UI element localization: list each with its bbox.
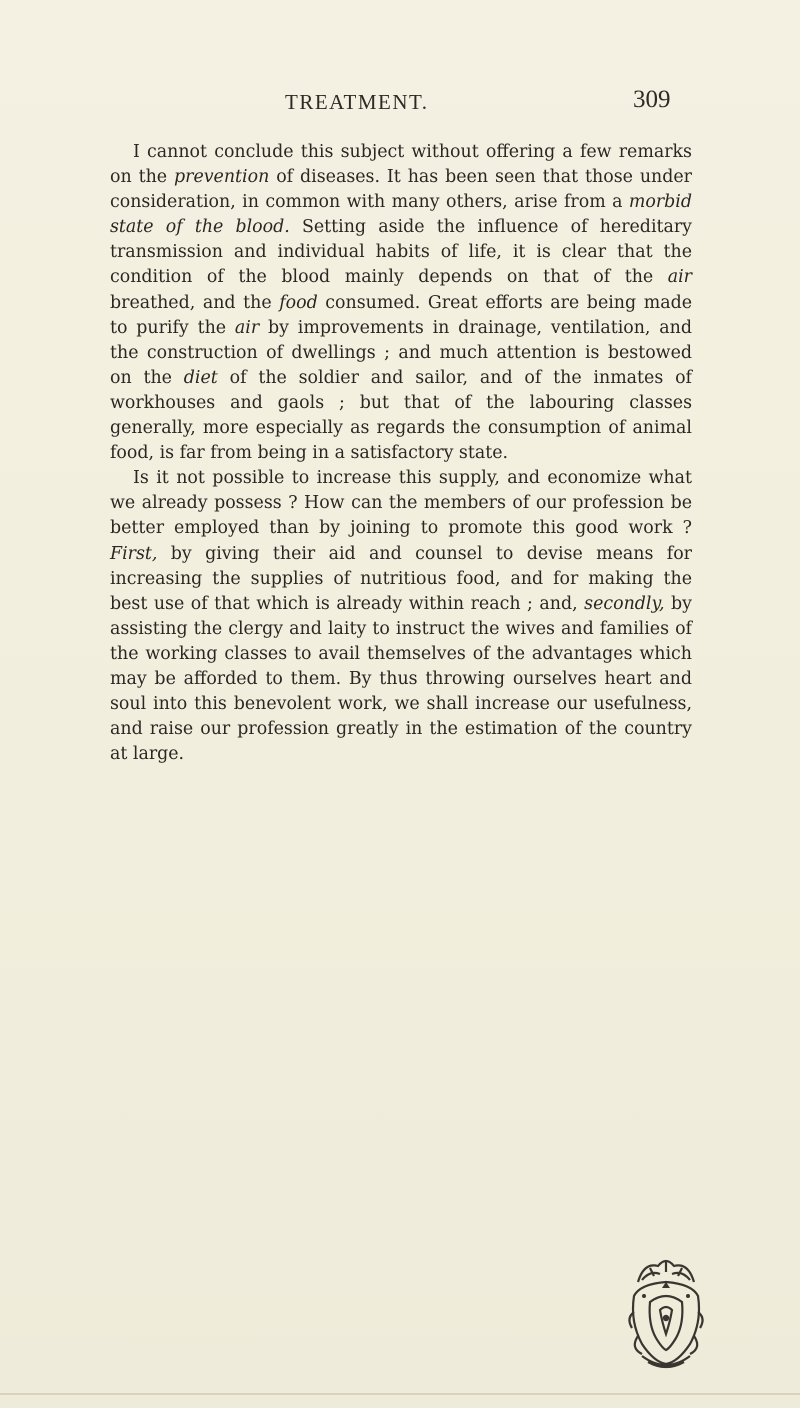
text-run: by assisting the clergy and laity to instruct the wives and families of the working classes to avail themselves of the advantages which may be afforded to them. By thus throwing ourselves heart and soul into this benevolent work, we shall increase our usefulness, and raise our profession greatly in the estimation of the country at large. — [110, 593, 692, 765]
body-text — [110, 140, 692, 767]
page-edge-rule — [0, 1393, 800, 1395]
text-run: Is it not possible to increase this supply, and economize what we already possess ? How can the members of our profession be better employed than by joining to promote this good work ? — [110, 468, 692, 539]
italic-text: air — [667, 267, 692, 288]
text-run: of diseases. It has been seen that those under consideration, in common with many others, arise from a — [110, 167, 692, 213]
text-run: I cannot conclude this subject without offering a few remarks on the — [110, 142, 692, 188]
text-run: by improvements in drainage, ventilation, and the construction of dwellings ; and much attention is bestowed on the — [110, 317, 692, 388]
italic-text: secondly, — [584, 593, 665, 614]
italic-text: air — [234, 317, 260, 338]
paragraph — [110, 140, 692, 466]
italic-text: First, — [110, 543, 158, 564]
running-title: TREATMENT. — [285, 90, 429, 114]
text-run: consumed. Great efforts are being made to purify the — [110, 292, 693, 338]
italic-text: diet — [183, 367, 218, 388]
text-run: of the soldier and sailor, and of the inmates of workhouses and gaols ; but that of the labouring classes generally, more especially as regards the consumption of animal food, is far from being in a satisfactory state. — [110, 367, 692, 464]
text-run: by giving their aid and counsel to devise means for increasing the supplies of nutritious food, and for making the best use of that which is already within reach ; and, — [110, 543, 692, 614]
page-number: 309 — [633, 86, 671, 113]
italic-text: prevention — [174, 167, 270, 188]
library-crest-stamp-icon — [620, 1252, 712, 1372]
italic-text: food — [279, 292, 318, 313]
paragraph — [110, 466, 692, 767]
italic-text: morbid state of the blood. — [110, 192, 692, 238]
running-head — [0, 86, 800, 124]
text-run: Setting aside the influence of hereditary transmission and individual habits of life, it is clear that the condition of the blood mainly depends on that of the — [110, 217, 692, 288]
text-run: breathed, and the — [110, 292, 280, 313]
